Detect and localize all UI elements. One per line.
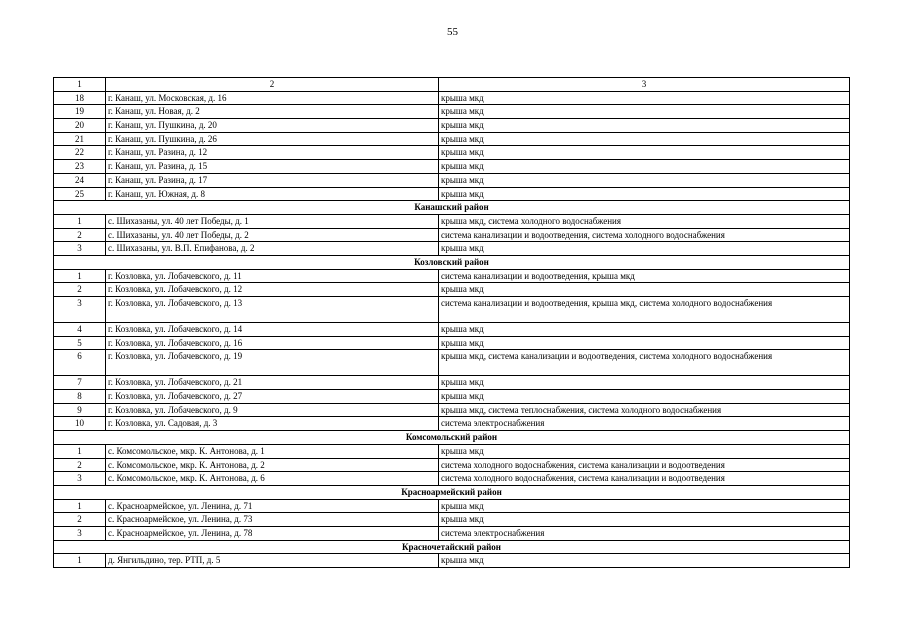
row-number: 3 [54, 297, 106, 323]
row-number: 1 [54, 269, 106, 283]
row-address: д. Янгильдино, тер. РТП, д. 5 [106, 554, 439, 568]
row-address: с. Комсомольское, мкр. К. Антонова, д. 1 [106, 444, 439, 458]
row-address: г. Козловка, ул. Лобачевского, д. 12 [106, 283, 439, 297]
table-header-row [54, 78, 850, 92]
district-header-row [54, 485, 850, 499]
row-number: 2 [54, 283, 106, 297]
row-address: с. Комсомольское, мкр. К. Антонова, д. 2 [106, 458, 439, 472]
page-number: 55 [447, 26, 458, 38]
table-row [54, 390, 850, 404]
table-row [54, 323, 850, 337]
row-object: крыша мкд [439, 132, 850, 146]
table-row [54, 242, 850, 256]
row-object: крыша мкд, система канализации и водоотведения, система холодного водоснабжения [439, 350, 850, 376]
table-row [54, 297, 850, 323]
row-number: 9 [54, 403, 106, 417]
row-number: 23 [54, 160, 106, 174]
row-object: крыша мкд [439, 173, 850, 187]
district-name: Комсомольский район [54, 431, 850, 445]
row-object: крыша мкд [439, 390, 850, 404]
district-name: Красночетайский район [54, 540, 850, 554]
row-object: система холодного водоснабжения, система канализации и водоотведения [439, 458, 850, 472]
row-number: 1 [54, 214, 106, 228]
row-object: крыша мкд [439, 283, 850, 297]
row-number: 7 [54, 376, 106, 390]
row-number: 18 [54, 91, 106, 105]
row-object: система электроснабжения [439, 417, 850, 431]
row-number: 2 [54, 228, 106, 242]
row-address: г. Канаш, ул. Пушкина, д. 20 [106, 119, 439, 133]
district-name: Козловский район [54, 255, 850, 269]
row-address: с. Комсомольское, мкр. К. Антонова, д. 6 [106, 472, 439, 486]
table-row [54, 417, 850, 431]
table-row [54, 336, 850, 350]
row-object: крыша мкд [439, 119, 850, 133]
row-number: 1 [54, 499, 106, 513]
table-row [54, 132, 850, 146]
table-row [54, 173, 850, 187]
row-number: 1 [54, 444, 106, 458]
row-address: г. Канаш, ул. Южная, д. 8 [106, 187, 439, 201]
row-number: 1 [54, 554, 106, 568]
row-address: г. Козловка, ул. Лобачевского, д. 14 [106, 323, 439, 337]
row-address: г. Козловка, ул. Лобачевского, д. 9 [106, 403, 439, 417]
row-address: с. Красноармейское, ул. Ленина, д. 78 [106, 526, 439, 540]
row-object: крыша мкд [439, 376, 850, 390]
row-object: система электроснабжения [439, 526, 850, 540]
row-number: 8 [54, 390, 106, 404]
row-object: система холодного водоснабжения, система канализации и водоотведения [439, 472, 850, 486]
row-address: г. Козловка, ул. Лобачевского, д. 11 [106, 269, 439, 283]
table-row [54, 269, 850, 283]
row-number: 10 [54, 417, 106, 431]
table-row [54, 146, 850, 160]
district-header-row [54, 201, 850, 215]
row-object: крыша мкд [439, 105, 850, 119]
table-row [54, 283, 850, 297]
row-object: крыша мкд [439, 323, 850, 337]
row-object: крыша мкд [439, 336, 850, 350]
row-object: крыша мкд [439, 160, 850, 174]
row-number: 4 [54, 323, 106, 337]
district-name: Красноармейский район [54, 485, 850, 499]
table-row [54, 472, 850, 486]
row-number: 19 [54, 105, 106, 119]
row-address: с. Шихазаны, ул. 40 лет Победы, д. 1 [106, 214, 439, 228]
district-header-row [54, 540, 850, 554]
table-row [54, 105, 850, 119]
table-row [54, 403, 850, 417]
row-number: 2 [54, 458, 106, 472]
table-row [54, 499, 850, 513]
table-row [54, 91, 850, 105]
row-address: г. Козловка, ул. Лобачевского, д. 21 [106, 376, 439, 390]
row-address: г. Канаш, ул. Пушкина, д. 26 [106, 132, 439, 146]
row-address: с. Шихазаны, ул. В.П. Епифанова, д. 2 [106, 242, 439, 256]
row-address: г. Козловка, ул. Садовая, д. 3 [106, 417, 439, 431]
row-object: крыша мкд [439, 146, 850, 160]
row-object: крыша мкд [439, 242, 850, 256]
table-row [54, 458, 850, 472]
table-row [54, 160, 850, 174]
district-name: Канашский район [54, 201, 850, 215]
row-number: 25 [54, 187, 106, 201]
column-header-number: 1 [54, 78, 106, 92]
table-row [54, 119, 850, 133]
row-number: 21 [54, 132, 106, 146]
table-row [54, 214, 850, 228]
row-number: 6 [54, 350, 106, 376]
table-body [54, 78, 850, 568]
row-object: крыша мкд [439, 513, 850, 527]
row-object: крыша мкд [439, 187, 850, 201]
row-object: система канализации и водоотведения, крыша мкд [439, 269, 850, 283]
table-row [54, 187, 850, 201]
row-object: крыша мкд [439, 91, 850, 105]
row-address: с. Шихазаны, ул. 40 лет Победы, д. 2 [106, 228, 439, 242]
row-address: г. Канаш, ул. Новая, д. 2 [106, 105, 439, 119]
row-number: 3 [54, 526, 106, 540]
table-row [54, 376, 850, 390]
row-address: г. Канаш, ул. Разина, д. 15 [106, 160, 439, 174]
row-address: с. Красноармейское, ул. Ленина, д. 71 [106, 499, 439, 513]
table-row [54, 526, 850, 540]
row-number: 5 [54, 336, 106, 350]
column-header-address: 2 [106, 78, 439, 92]
table-row [54, 228, 850, 242]
row-number: 2 [54, 513, 106, 527]
row-address: г. Канаш, ул. Московская, д. 16 [106, 91, 439, 105]
row-number: 20 [54, 119, 106, 133]
district-header-row [54, 431, 850, 445]
row-address: г. Канаш, ул. Разина, д. 17 [106, 173, 439, 187]
table-row [54, 513, 850, 527]
district-header-row [54, 255, 850, 269]
row-object: крыша мкд [439, 554, 850, 568]
repair-objects-table [53, 77, 850, 568]
row-number: 24 [54, 173, 106, 187]
row-address: г. Козловка, ул. Лобачевского, д. 19 [106, 350, 439, 376]
row-address: г. Козловка, ул. Лобачевского, д. 16 [106, 336, 439, 350]
row-address: с. Красноармейское, ул. Ленина, д. 73 [106, 513, 439, 527]
row-object: крыша мкд [439, 499, 850, 513]
row-object: система канализации и водоотведения, система холодного водоснабжения [439, 228, 850, 242]
row-object: система канализации и водоотведения, крыша мкд, система холодного водоснабжения [439, 297, 850, 323]
table-row [54, 350, 850, 376]
row-object: крыша мкд [439, 444, 850, 458]
table-row [54, 444, 850, 458]
row-address: г. Козловка, ул. Лобачевского, д. 13 [106, 297, 439, 323]
table-row [54, 554, 850, 568]
row-address: г. Канаш, ул. Разина, д. 12 [106, 146, 439, 160]
row-address: г. Козловка, ул. Лобачевского, д. 27 [106, 390, 439, 404]
row-object: крыша мкд, система холодного водоснабжения [439, 214, 850, 228]
column-header-object: 3 [439, 78, 850, 92]
row-number: 22 [54, 146, 106, 160]
row-object: крыша мкд, система теплоснабжения, система холодного водоснабжения [439, 403, 850, 417]
row-number: 3 [54, 242, 106, 256]
row-number: 3 [54, 472, 106, 486]
